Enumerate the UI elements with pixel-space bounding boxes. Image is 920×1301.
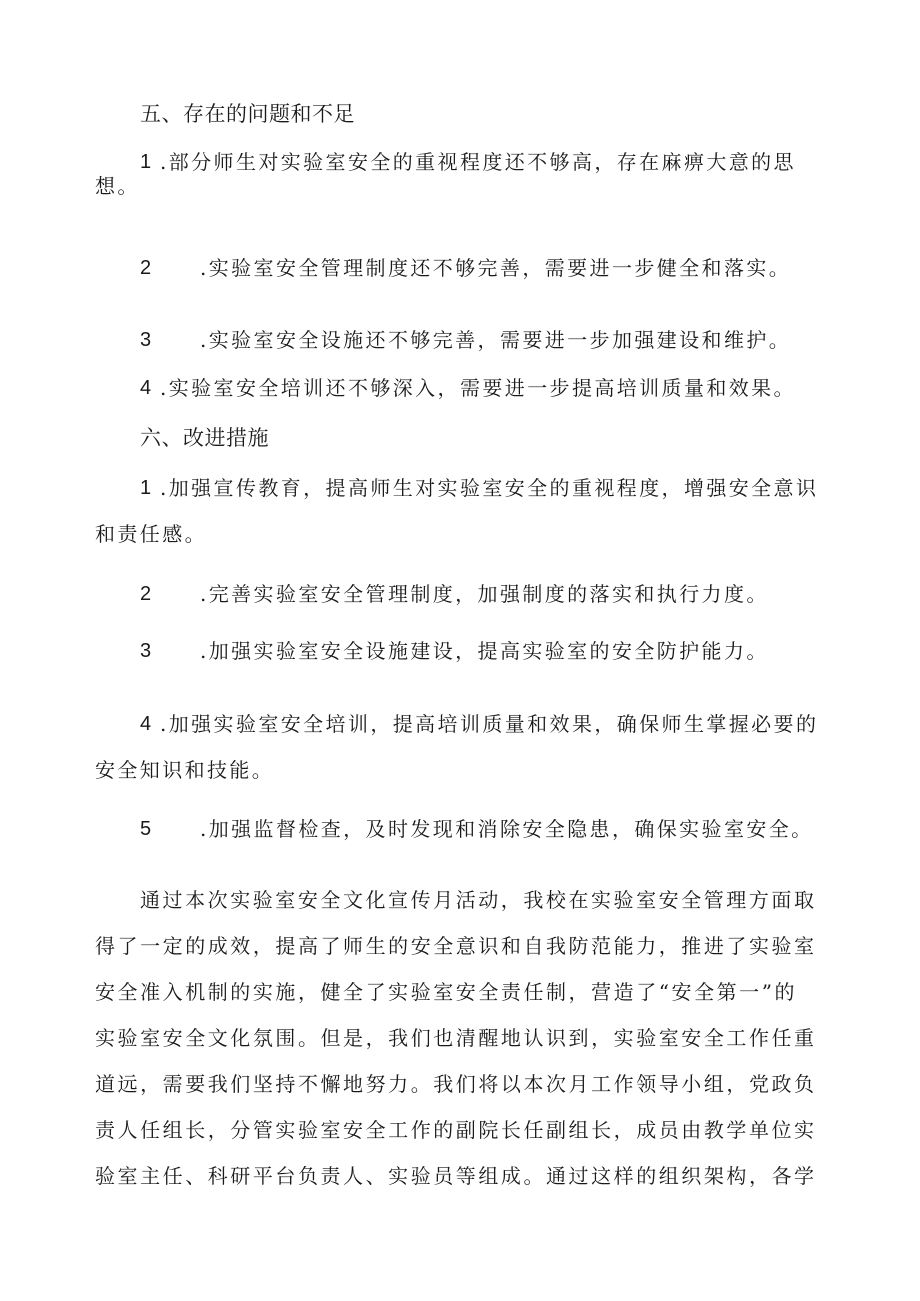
problems-item2-number: 2 xyxy=(140,257,152,279)
measures-item1-text: .加强宣传教育，提高师生对实验室安全的重视程度，增强安全意识 xyxy=(160,476,819,500)
conclusion-line: 实验室安全文化氛围。但是，我们也清醒地认识到，实验室安全工作任重 xyxy=(95,1026,817,1050)
problems-item2-text: .实验室安全管理制度还不够完善，需要进一步健全和落实。 xyxy=(200,256,792,280)
measures-item3-number: 3 xyxy=(140,640,152,662)
measures-item4-text: .加强实验室安全培训，提高培训质量和效果，确保师生掌握必要的 xyxy=(160,712,819,736)
measures-item4-text-cont: 安全知识和技能。 xyxy=(95,758,275,782)
measures-item3-text: .加强实验室安全设施建设，提高实验室的安全防护能力。 xyxy=(200,639,769,663)
measures-item1-number: 1 xyxy=(140,477,152,499)
section-heading-problems: 五、存在的问题和不足 xyxy=(140,102,355,126)
conclusion-line: 道远，需要我们坚持不懈地努力。我们将以本次月工作领导小组，党政负 xyxy=(95,1072,817,1096)
problems-item3-number: 3 xyxy=(140,329,152,351)
problems-item4-number: 4 xyxy=(140,377,152,399)
section-heading-measures: 六、改进措施 xyxy=(140,426,269,450)
problems-item1-text: .部分师生对实验室安全的重视程度还不够高，存在麻痹大意的思 xyxy=(160,150,796,174)
measures-item1-text-cont: 和责任感。 xyxy=(95,522,207,546)
problems-item1-number: 1 xyxy=(140,151,152,173)
measures-item5-text: .加强监督检查，及时发现和消除安全隐患，确保实验室安全。 xyxy=(200,817,814,841)
measures-item4-number: 4 xyxy=(140,713,152,735)
conclusion-line: 验室主任、科研平台负责人、实验员等组成。通过这样的组织架构，各学 xyxy=(95,1164,817,1188)
conclusion-line: 通过本次实验室安全文化宣传月活动，我校在实验室安全管理方面取 xyxy=(140,888,817,912)
problems-item4-text: .实验室安全培训还不够深入，需要进一步提高培训质量和效果。 xyxy=(160,376,796,400)
conclusion-line: 责人任组长，分管实验室安全工作的副院长任副组长，成员由教学单位实 xyxy=(95,1118,817,1142)
problems-item1-text-cont: 想。 xyxy=(95,174,140,198)
measures-item2-number: 2 xyxy=(140,583,152,605)
conclusion-line: 安全准入机制的实施，健全了实验室安全责任制，营造了“安全第一”的 xyxy=(95,980,798,1004)
problems-item3-text: .实验室安全设施还不够完善，需要进一步加强建设和维护。 xyxy=(200,328,792,352)
measures-item5-number: 5 xyxy=(140,818,152,840)
measures-item2-text: .完善实验室安全管理制度，加强制度的落实和执行力度。 xyxy=(200,582,769,606)
conclusion-line: 得了一定的成效，提高了师生的安全意识和自我防范能力，推进了实验室 xyxy=(95,934,817,958)
